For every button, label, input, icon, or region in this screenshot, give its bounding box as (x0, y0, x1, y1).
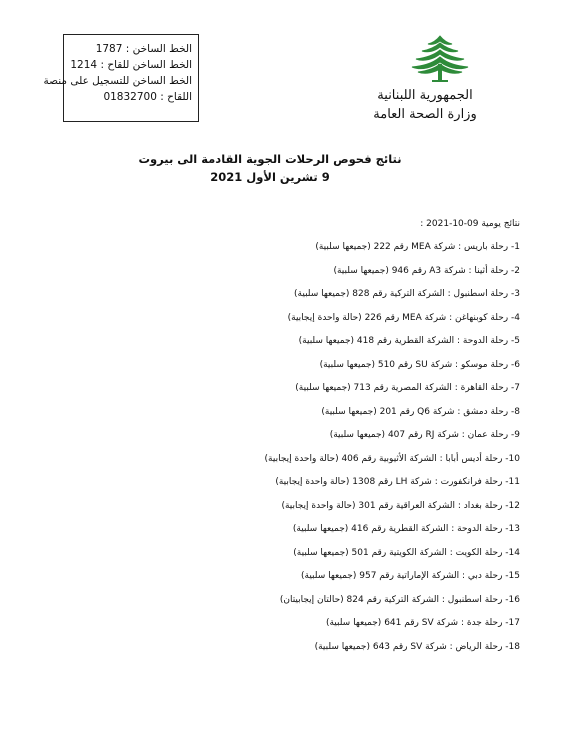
list-item: 4- رحلة كوبنهاغن : شركة MEA رقم 226 (حالة واحدة إيجابية) (287, 312, 520, 323)
list-item: 11- رحلة فرانكفورت : شركة LH رقم 1308 (حالة واحدة إيجابية) (275, 477, 520, 487)
list-item: 16- رحلة اسطنبول : الشركة التركية رقم 824 (حالتان إيجابيتان) (279, 594, 520, 605)
hotline-general: الخط الساخن : 1787 (95, 43, 192, 55)
list-item: 1- رحلة باريس : شركة MEA رقم 222 (جميعها سلبية) (315, 242, 520, 252)
list-item: 10- رحلة أديس أبابا : الشركة الأثيوبية رقم 406 (حالة واحدة إيجابية) (264, 453, 520, 464)
list-item: 14- رحلة الكويت : الشركة الكويتية رقم 501 (جميعها سلبية) (293, 547, 520, 558)
list-item: 17- رحلة جدة : شركة SV رقم 641 (جميعها سلبية) (325, 618, 520, 628)
list-item: 5- رحلة الدوحة : الشركة القطرية رقم 418 (جميعها سلبية) (298, 336, 520, 346)
list-item: 15- رحلة دبي : الشركة الإماراتية رقم 957 (جميعها سلبية) (301, 571, 520, 581)
document-title (120, 150, 420, 186)
list-item: 18- رحلة الرياض : شركة SV رقم 643 (جميعها سلبية) (314, 641, 520, 652)
list-item: 6- رحلة موسكو : شركة SU رقم 510 (جميعها سلبية) (319, 359, 520, 370)
hotline-box (43, 34, 199, 122)
list-item: 12- رحلة بغداد : الشركة العراقية رقم 301 (حالة واحدة إيجابية) (281, 500, 520, 511)
list-item: 8- رحلة دمشق : شركة Q6 رقم 201 (جميعها سلبية) (321, 406, 520, 417)
republic-name: الجمهورية اللبنانية (377, 88, 473, 103)
date-line: 9 تشرين الأول 2021 (210, 170, 330, 184)
list-item: 3- رحلة اسطنبول : الشركة التركية رقم 828 (جميعها سلبية) (294, 289, 520, 299)
daily-results-intro: نتائج يومية 09-10-2021 : (420, 219, 520, 229)
list-item: 13- رحلة الدوحة : الشركة القطرية رقم 416 (جميعها سلبية) (292, 524, 520, 534)
list-item: 2- رحلة أثينا : شركة A3 رقم 946 (جميعها سلبية) (333, 265, 520, 276)
list-item: 9- رحلة عمان : شركة RJ رقم 407 (جميعها سلبية) (329, 430, 520, 440)
ministry-name: وزارة الصحة العامة (373, 107, 477, 122)
hotline-vaccine: الخط الساخن للقاح : 1214 (70, 59, 192, 71)
organization-header (330, 86, 520, 124)
hotline-registration: الخط الساخن للتسجيل على منصة (43, 75, 192, 87)
list-item: 7- رحلة القاهرة : الشركة المصرية رقم 713 (جميعها سلبية) (295, 383, 520, 393)
cedar-tree-icon (410, 34, 470, 84)
title-line: نتائج فحوص الرحلات الجوية القادمة الى بيروت (138, 152, 402, 166)
flight-results-list (265, 240, 520, 663)
hotline-registration-number: اللقاح : 01832700 (103, 91, 192, 103)
